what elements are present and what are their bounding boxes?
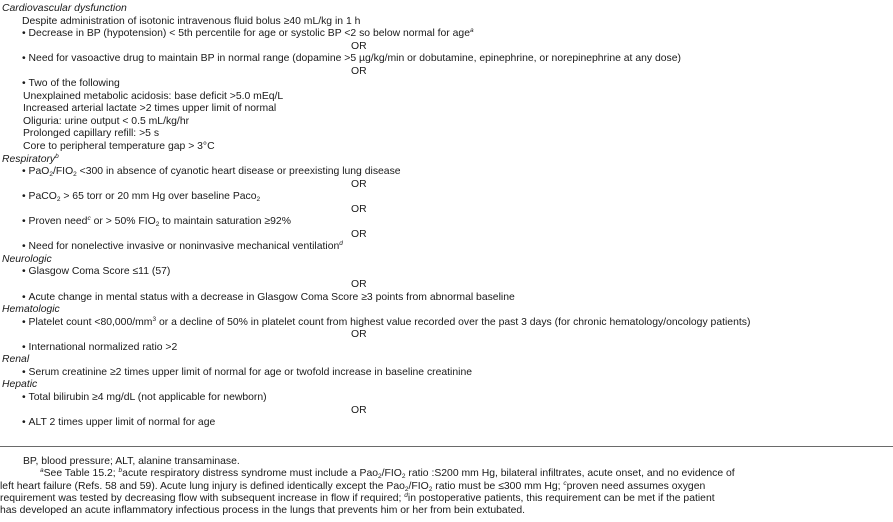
or-separator — [0, 229, 893, 242]
subscript: 2 — [401, 473, 406, 481]
footnote-text: requirement was tested by decreasing flow with subsequent increase in flow if required; — [0, 492, 405, 504]
or-separator — [0, 329, 893, 342]
criterion-text: or a decline of 50% in platelet count from highest value recorded over the past 3 days (for chronic hematology/oncology patients) — [156, 316, 751, 328]
or-separator — [0, 66, 893, 79]
criterion-text: <300 in absence of cyanotic heart disease or preexisting lung disease — [76, 166, 401, 178]
footnote-text: acute respiratory distress syndrome must include a Pao — [122, 468, 379, 480]
criterion-text: Need for vasoactive drug to maintain BP in normal range (dopamine >5 µg/kg/min or dobutamine, epinephrine, or norepinephrine at any dose) — [28, 53, 681, 65]
section-title-neurologic — [0, 254, 893, 267]
criterion-item — [0, 317, 893, 330]
or-label: OR — [351, 65, 367, 77]
footnote-line — [0, 505, 893, 517]
footnote-marker: d — [404, 491, 408, 499]
or-label: OR — [351, 279, 367, 291]
criterion-text: Two of the following — [28, 78, 120, 90]
section-title-renal — [0, 354, 893, 367]
sub-criterion-text: Core to peripheral temperature gap > 3°C — [23, 141, 215, 153]
footnote-text: ratio must be ≤300 mm Hg; — [432, 480, 564, 492]
criterion-text: Serum creatinine ≥2 times upper limit of normal for age or twofold increase in baseline creatinine — [28, 366, 473, 378]
or-label: OR — [351, 404, 367, 416]
cardio-intro — [0, 16, 893, 29]
table-bottom-rule — [0, 446, 893, 447]
abbreviations-note — [0, 456, 893, 468]
footnote-line — [0, 468, 893, 480]
criterion-text: Acute change in mental status with a decrease in Glasgow Coma Score ≥3 points from abnormal baseline — [28, 291, 515, 303]
footnote-line — [0, 493, 893, 505]
or-label: OR — [351, 203, 367, 215]
criterion-item — [0, 216, 893, 229]
section-title-text: Hematologic — [2, 304, 60, 316]
subscript: 2 — [73, 171, 77, 179]
footnote-text: in postoperative patients, this requirement can be met if the patient — [407, 492, 715, 504]
subscript: 2 — [49, 171, 53, 179]
footnote-marker: b — [55, 152, 59, 160]
section-title-hematologic — [0, 304, 893, 317]
subscript: 2 — [155, 221, 160, 229]
or-label: OR — [351, 329, 367, 341]
criterion-item — [0, 78, 893, 91]
sub-criterion — [0, 91, 893, 104]
criterion-item — [0, 342, 893, 355]
criterion-text: Decrease in BP (hypotension) < 5th percentile for age or systolic BP <2 so below normal for age — [28, 28, 470, 40]
or-label: OR — [351, 40, 367, 52]
or-separator — [0, 279, 893, 292]
criterion-text: or > 50% FIO — [90, 216, 156, 228]
section-title-text: Cardiovascular dysfunction — [2, 3, 127, 14]
sub-criterion-text: Increased arterial lactate >2 times upper limit of normal — [23, 103, 277, 115]
criterion-item — [0, 166, 893, 179]
footnote-text: See Table 15.2; — [43, 468, 119, 480]
criterion-text: Proven need — [28, 216, 88, 228]
sub-criterion — [0, 141, 893, 154]
footnote-text: left heart failure (Refs. 58 and 59). Acute lung injury is defined identically except the Pao — [0, 480, 405, 492]
cardio-intro-text: Despite administration of isotonic intravenous fluid bolus ≥40 mL/kg in 1 h — [22, 15, 361, 27]
footnote-marker: d — [339, 240, 343, 248]
criterion-item — [0, 392, 893, 405]
subscript: 2 — [404, 485, 409, 493]
table-footnotes — [0, 456, 893, 517]
criterion-item — [0, 28, 893, 41]
criterion-text: /FIO — [52, 166, 74, 178]
footnote-line — [0, 481, 893, 493]
sub-criterion — [0, 128, 893, 141]
section-title-text: Renal — [2, 354, 30, 366]
sub-criterion-text: Oliguria: urine output < 0.5 mL/kg/hr — [23, 115, 190, 127]
criterion-text: to maintain saturation ≥92% — [159, 216, 291, 228]
criterion-text: PaO — [28, 166, 50, 178]
criterion-item — [0, 417, 893, 430]
footnote-text: /FIO — [381, 468, 402, 480]
subscript: 2 — [378, 473, 382, 481]
criterion-item — [0, 367, 893, 380]
criterion-item — [0, 266, 893, 279]
or-label: OR — [351, 228, 367, 240]
subscript: 2 — [56, 196, 61, 204]
footnote-marker: a — [40, 467, 44, 475]
criterion-text: Glasgow Coma Score ≤11 (57) — [28, 266, 171, 278]
or-separator — [0, 179, 893, 192]
section-title-cardiovascular — [0, 3, 893, 16]
criteria-table — [0, 3, 893, 430]
criterion-text: ALT 2 times upper limit of normal for age — [28, 417, 216, 429]
footnote-marker: b — [118, 467, 123, 475]
subscript: 2 — [256, 196, 261, 204]
footnote-text: ratio :S200 mm Hg, bilateral infiltrates, acute onset, and no evidence of — [405, 468, 735, 480]
footnote-text: /FIO — [408, 480, 429, 492]
footnote-text: has developed an acute inflammatory infectious process in the lungs that prevents him or her from bein extubated. — [0, 505, 526, 517]
or-separator — [0, 405, 893, 418]
or-separator — [0, 204, 893, 217]
footnote-marker: a — [470, 27, 474, 35]
section-title-text: Respiratory — [2, 153, 56, 165]
sub-criterion-text: Unexplained metabolic acidosis: base deficit >5.0 mEq/L — [23, 90, 284, 102]
criterion-text: > 65 torr or 20 mm Hg over baseline Paco — [60, 191, 257, 203]
criterion-text: International normalized ratio >2 — [28, 341, 178, 353]
criterion-item — [0, 191, 893, 204]
or-separator — [0, 41, 893, 54]
footnote-marker: c — [563, 479, 567, 487]
superscript: 3 — [152, 315, 157, 323]
criterion-text: Platelet count <80,000/mm — [28, 316, 153, 328]
criterion-item — [0, 241, 893, 254]
criterion-text: PaCO — [28, 191, 57, 203]
sub-criterion — [0, 116, 893, 129]
footnote-marker: c — [87, 215, 91, 223]
sub-criterion-text: Prolonged capillary refill: >5 s — [23, 128, 160, 140]
sub-criterion — [0, 103, 893, 116]
criterion-text: Need for nonelective invasive or noninvasive mechanical ventilation — [28, 241, 340, 253]
section-title-text: Neurologic — [2, 253, 52, 265]
section-title-text: Hepatic — [2, 379, 38, 391]
footnote-text: proven need assumes oxygen — [566, 480, 706, 492]
subscript: 2 — [428, 485, 433, 493]
abbreviations-text: BP, blood pressure; ALT, alanine transaminase. — [23, 456, 240, 467]
criterion-text: Total bilirubin ≥4 mg/dL (not applicable for newborn) — [28, 391, 267, 403]
section-title-hepatic — [0, 379, 893, 392]
criterion-item — [0, 292, 893, 305]
section-title-respiratory — [0, 154, 893, 167]
criterion-item — [0, 53, 893, 66]
or-label: OR — [351, 178, 367, 190]
